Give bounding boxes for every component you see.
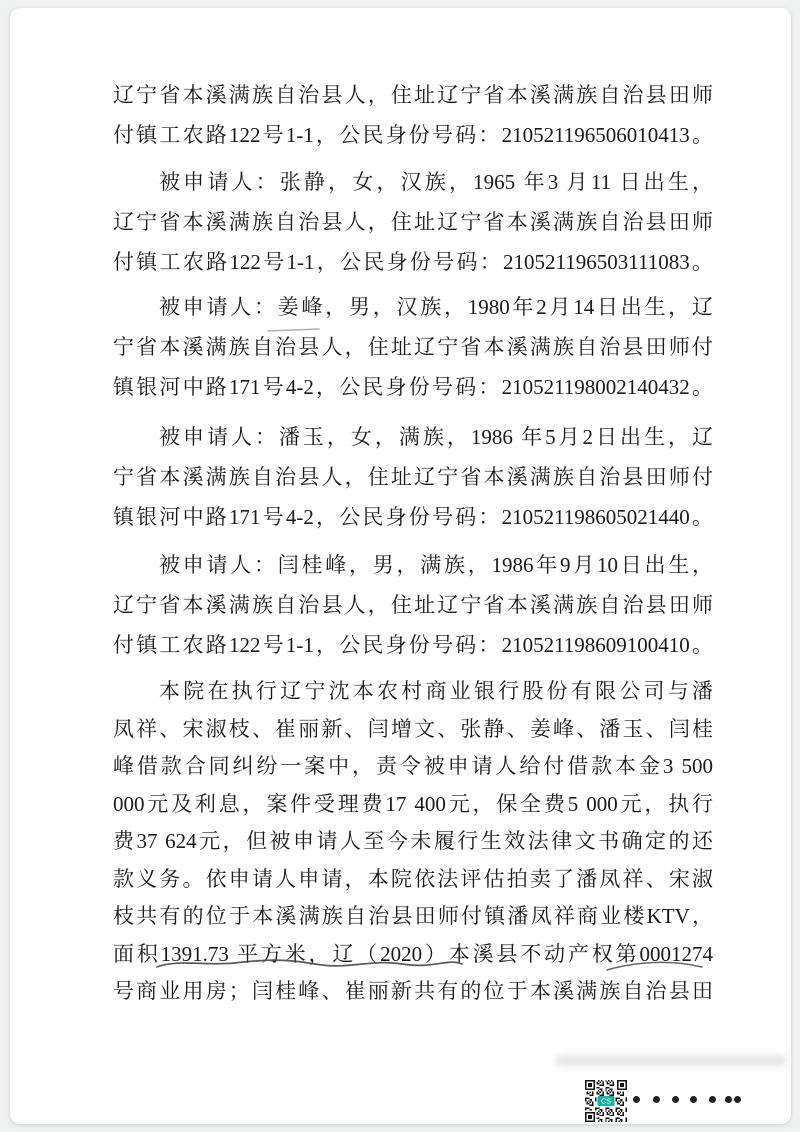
text-line: 款义务。依申请人申请，本院依法评估拍卖了潘凤祥、宋淑	[113, 866, 713, 891]
paragraph	[113, 673, 713, 1011]
scanned-document-page	[10, 8, 791, 1124]
dot-icon	[690, 1096, 697, 1103]
text-line: 镇银河中路171号4-2，公民身份号码：210521198002140432。	[113, 375, 713, 399]
text-line: 被申请人：闫桂峰，男，满族，1986年9月10日出生，	[159, 553, 713, 577]
dot-icon	[653, 1096, 660, 1103]
scan-artifact	[555, 1054, 787, 1067]
text-line: 辽宁省本溪满族自治县人，住址辽宁省本溪满族自治县田师	[113, 593, 713, 617]
text-line: 本院在执行辽宁沈本农村商业银行股份有限公司与潘	[159, 679, 713, 703]
dot-icon	[734, 1096, 741, 1103]
text-line: 面积1391.73 平方米，辽（2020）本溪县不动产权第0001274	[113, 941, 713, 966]
paragraph	[113, 417, 713, 537]
dot-icon	[633, 1096, 640, 1103]
text-line: 宁省本溪满族自治县人，住址辽宁省本溪满族自治县田师付	[113, 335, 713, 359]
paragraph	[113, 75, 713, 155]
text-line: 镇银河中路171号4-2，公民身份号码：210521198605021440。	[113, 505, 713, 529]
paragraph	[113, 545, 713, 665]
text-line: 费37 624元，但被申请人至今未履行生效法律文书确定的还	[113, 829, 713, 853]
text-line: 辽宁省本溪满族自治县人，住址辽宁省本溪满族自治县田师	[113, 210, 713, 234]
text-line: 被申请人：潘玉，女，满族，1986 年5月2日出生，辽	[159, 425, 713, 449]
text-line: 凤祥、宋淑枝、崔丽新、闫增文、张静、姜峰、潘玉、闫桂	[113, 716, 713, 741]
text-line: 000元及利息，案件受理费17 400元，保全费5 000元，执行	[113, 791, 713, 816]
qr-code-icon	[585, 1080, 627, 1122]
text-line: 付镇工农路122号1-1，公民身份号码：210521196506010413。	[113, 123, 713, 147]
text-line: 枝共有的位于本溪满族自治县田师付镇潘凤祥商业楼KTV，	[113, 904, 713, 928]
dot-icon	[672, 1096, 679, 1103]
dot-icon	[709, 1096, 716, 1103]
text-line: 峰借款合同纠纷一案中，责令被申请人给付借款本金3 500	[113, 754, 713, 778]
text-line: 被申请人：姜峰，男，汉族，1980年2月14日出生，辽	[159, 295, 713, 319]
text-line: 被申请人：张静，女，汉族，1965 年3 月11 日出生，	[159, 170, 713, 194]
text-line: 号商业用房；闫桂峰、崔丽新共有的位于本溪满族自治县田	[113, 979, 713, 1003]
text-line: 宁省本溪满族自治县人，住址辽宁省本溪满族自治县田师付	[113, 465, 713, 489]
text-line: 付镇工农路122号1-1，公民身份号码：210521198609100410。	[113, 633, 713, 657]
text-line: 付镇工农路122号1-1，公民身份号码：210521196503111083。	[113, 250, 713, 274]
paragraph	[113, 287, 713, 407]
dot-icon	[725, 1096, 732, 1103]
qr-logo-text: CS	[600, 1096, 612, 1106]
text-line: 辽宁省本溪满族自治县人，住址辽宁省本溪满族自治县田师	[113, 83, 713, 107]
paragraph	[113, 162, 713, 282]
